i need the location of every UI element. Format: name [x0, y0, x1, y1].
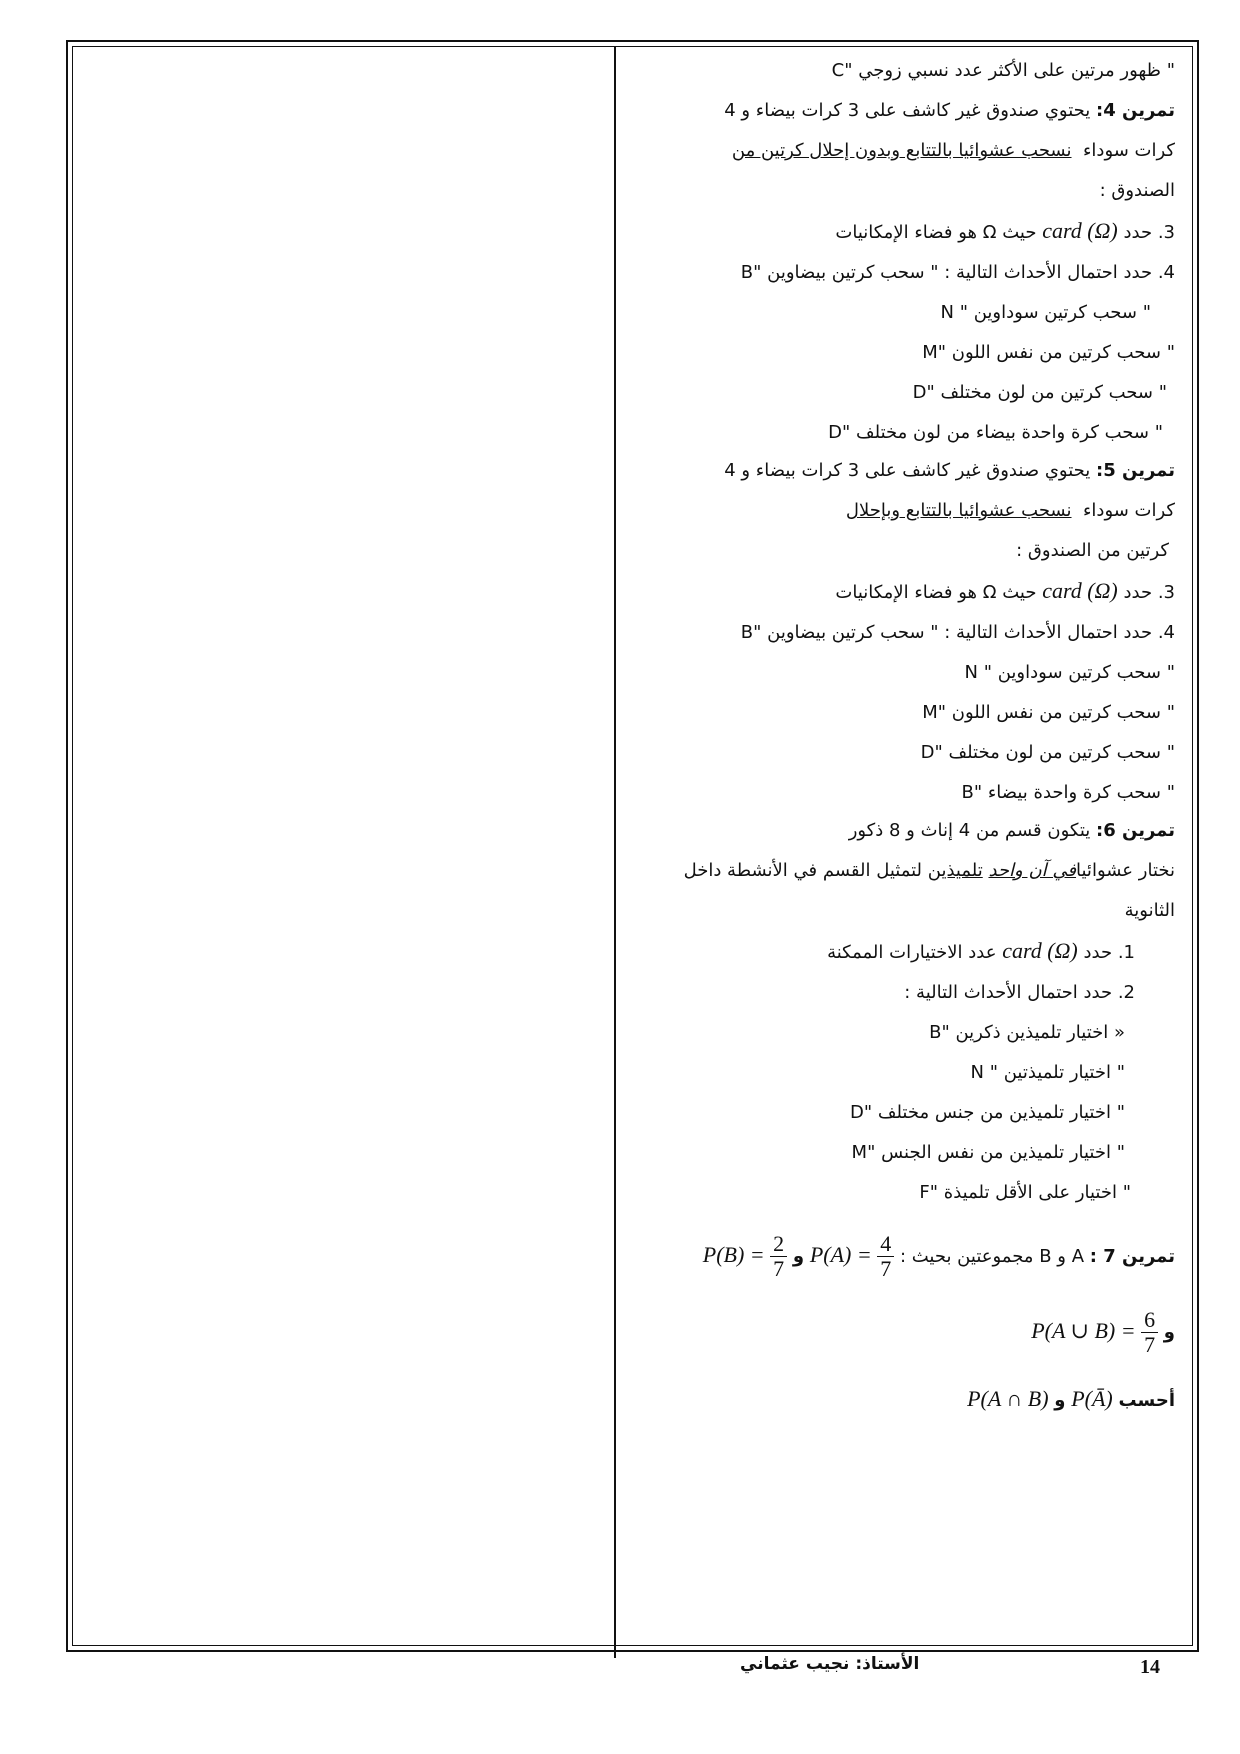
ex6-text-2a: نختار عشوائيا	[1076, 860, 1175, 881]
ex6-text-2c: تلميذين	[927, 860, 983, 881]
ex7-union-num: 6	[1141, 1308, 1158, 1333]
ex6-title: تمرين 6:	[1096, 820, 1175, 841]
ex7-union-label: P(A ∪ B) =	[1031, 1318, 1136, 1343]
ex6-text-2d: لتمثيل القسم في الأنشطة داخل	[683, 860, 923, 881]
ex7-text: A و B مجموعتين بحيث :	[899, 1246, 1085, 1267]
ex7-inter: P(A ∩ B)	[967, 1386, 1049, 1411]
ex7-pb-den: 7	[773, 1256, 785, 1282]
footer-tick	[614, 1640, 616, 1652]
ex7-union-den: 7	[1144, 1332, 1156, 1358]
ex7-line-1	[703, 1230, 1175, 1282]
ex4-text-1: يحتوي صندوق غير كاشف على 3 كرات بيضاء و 4	[724, 100, 1091, 121]
ex6-text-2b: في آن واحد	[988, 860, 1077, 881]
ex7-union-fraction	[1141, 1308, 1158, 1357]
ex4-line-2	[732, 138, 1175, 164]
ex6-event-f: " اختيار على الأقل تلميذة "F	[919, 1182, 1131, 1203]
ex7-pa-den: 7	[880, 1256, 892, 1282]
ex5-q3-math: card (Ω)	[1042, 578, 1118, 603]
page-number: 14	[1140, 1656, 1160, 1678]
ex7-compute: أحسب	[1118, 1390, 1175, 1411]
footer-author: الأستاذ: نجيب عثماني	[740, 1654, 920, 1674]
ex4-text-2b: نسحب عشوائيا بالتتابع وبدون إحلال كرتين من	[731, 140, 1072, 161]
ex6-q2: 2. حدد احتمال الأحداث التالية :	[904, 982, 1135, 1003]
ex5-line-2	[846, 498, 1175, 524]
ex5-line-1	[724, 458, 1175, 484]
ex6-event-n: " اختيار تلميذتين " N	[970, 1062, 1125, 1083]
ex3-event-c: " ظهور مرتين على الأكثر عدد نسبي زوجي "C	[831, 60, 1175, 81]
ex5-event-m: " سحب كرتين من نفس اللون "M	[922, 702, 1175, 723]
ex5-title: تمرين 5:	[1096, 460, 1175, 481]
ex7-pa-label: P(A) =	[809, 1242, 872, 1267]
ex7-and: و	[792, 1246, 805, 1267]
ex7-line-2	[1031, 1306, 1175, 1358]
ex4-q3	[835, 218, 1175, 246]
ex6-line-2	[684, 858, 1175, 884]
ex7-pa	[810, 1230, 894, 1281]
ex4-event-n: " سحب كرتين سوداوين " N	[940, 302, 1151, 323]
ex5-text-1: يحتوي صندوق غير كاشف على 3 كرات بيضاء و 4	[724, 460, 1091, 481]
column-divider	[614, 46, 616, 1658]
ex6-q1-math: card (Ω)	[1002, 938, 1078, 963]
ex5-line-3: كرتين من الصندوق :	[1016, 540, 1169, 561]
ex4-event-d2: " سحب كرة واحدة بيضاء من لون مختلف "D	[828, 422, 1163, 443]
ex6-text-1: يتكون قسم من 4 إناث و 8 ذكور	[848, 820, 1091, 841]
ex4-q3-math: card (Ω)	[1042, 218, 1118, 243]
ex7-pa-fraction	[877, 1232, 894, 1281]
ex6-q1	[827, 938, 1135, 966]
ex6-q1-label: 1. حدد	[1083, 942, 1135, 963]
ex5-q4: 4. حدد احتمال الأحداث التالية : " سحب كرتين بيضاوين "B	[740, 622, 1175, 643]
ex7-pabar: P(Ā)	[1071, 1386, 1113, 1411]
ex6-event-m: " اختيار تلميذين من نفس الجنس "M	[851, 1142, 1125, 1163]
ex7-union-and: و	[1163, 1322, 1175, 1343]
ex4-title: تمرين 4:	[1096, 100, 1175, 121]
ex4-q4: 4. حدد احتمال الأحداث التالية : " سحب كرتين بيضاوين "B	[740, 262, 1175, 283]
ex5-event-n: " سحب كرتين سوداوين " N	[964, 662, 1175, 683]
ex5-event-d: " سحب كرتين من لون مختلف "D	[920, 742, 1175, 763]
ex6-line-3: الثانوية	[1124, 900, 1175, 921]
ex7-and2: و	[1054, 1390, 1066, 1411]
ex7-title: تمرين 7 :	[1089, 1246, 1175, 1267]
ex7-pb-fraction	[770, 1232, 787, 1281]
ex6-q1-text: عدد الاختيارات الممكنة	[827, 942, 997, 963]
ex4-line-1	[724, 98, 1175, 124]
ex4-text-2a: كرات سوداء	[1082, 140, 1175, 161]
ex4-q3-text: حيث Ω هو فضاء الإمكانيات	[835, 222, 1037, 243]
ex7-line-3	[967, 1386, 1175, 1414]
left-empty-column	[74, 48, 612, 1644]
ex7-pb-num: 2	[770, 1232, 787, 1257]
ex4-line-3: الصندوق :	[1099, 180, 1175, 201]
ex4-event-m: " سحب كرتين من نفس اللون "M	[922, 342, 1175, 363]
ex7-pb-label: P(B) =	[702, 1242, 765, 1267]
ex4-q3-label: 3. حدد	[1123, 222, 1175, 243]
ex6-event-d: " اختيار تلميذين من جنس مختلف "D	[849, 1102, 1125, 1123]
ex6-line-1	[849, 818, 1175, 844]
ex7-pa-num: 4	[877, 1232, 894, 1257]
ex7-pb	[703, 1230, 787, 1281]
ex5-q3-text: حيث Ω هو فضاء الإمكانيات	[835, 582, 1037, 603]
ex6-event-b: « اختيار تلميذين ذكرين "B	[929, 1022, 1125, 1043]
ex4-event-d: " سحب كرتين من لون مختلف "D	[912, 382, 1167, 403]
ex5-q3	[835, 578, 1175, 606]
ex7-union	[1031, 1306, 1158, 1357]
exercise-column	[630, 48, 1175, 1548]
ex5-text-2b: نسحب عشوائيا بالتتابع وبإحلال	[845, 500, 1072, 521]
ex5-event-b: " سحب كرة واحدة بيضاء "B	[961, 782, 1175, 803]
ex5-text-2a: كرات سوداء	[1082, 500, 1175, 521]
ex5-q3-label: 3. حدد	[1123, 582, 1175, 603]
